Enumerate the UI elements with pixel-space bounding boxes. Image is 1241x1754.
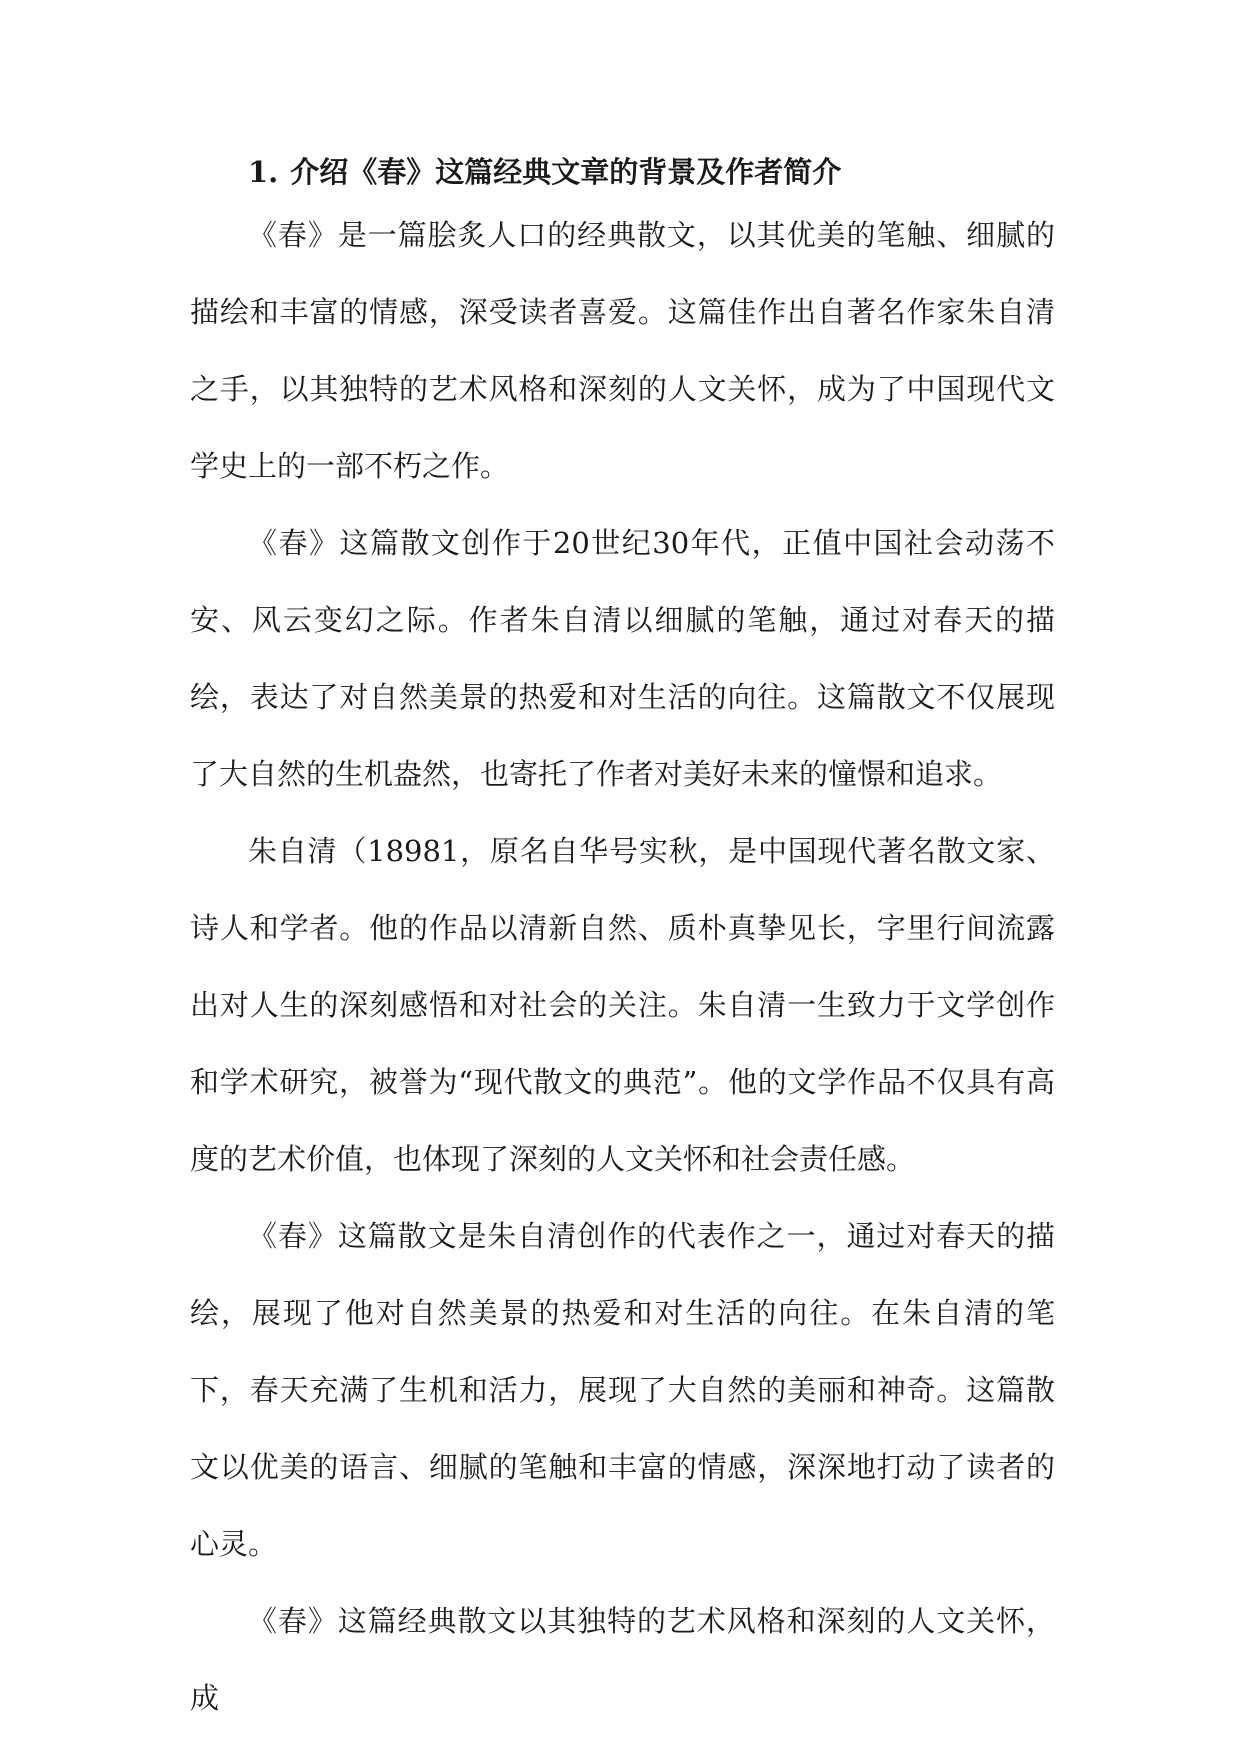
- section-heading: [248, 152, 841, 192]
- section-number: 1.: [248, 155, 279, 189]
- paragraph-author: 朱自清（18981，原名自华号实秋，是中国现代著名散文家、诗人和学者。他的作品以清新自然、质朴真挚见长，字里行间流露出对人生的深刻感悟和对社会的关注。朱自清一生致力于文学创作和学术研究，被誉为“现代散文的典范”。他的文学作品不仅具有高度的艺术价值，也体现了深刻的人文关怀和社会责任感。: [190, 834, 1055, 1176]
- paragraph-background: 《春》这篇散文创作于20世纪30年代，正值中国社会动荡不安、风云变幻之际。作者朱自清以细腻的笔触，通过对春天的描绘，表达了对自然美景的热爱和对生活的向往。这篇散文不仅展现了大自然的生机盎然，也寄托了作者对美好未来的憧憬和追求。: [190, 526, 1055, 791]
- paragraph-conclusion: 《春》这篇经典散文以其独特的艺术风格和深刻的人文关怀，成: [190, 1604, 1055, 1715]
- paragraph-representative-work: 《春》这篇散文是朱自清创作的代表作之一，通过对春天的描绘，展现了他对自然美景的热爱和对生活的向往。在朱自清的笔下，春天充满了生机和活力，展现了大自然的美丽和神奇。这篇散文以优美的语言、细腻的笔触和丰富的情感，深深地打动了读者的心灵。: [190, 1219, 1055, 1561]
- document-body: [190, 197, 1055, 1737]
- paragraph-intro: 《春》是一篇脍炙人口的经典散文，以其优美的笔触、细腻的描绘和丰富的情感，深受读者喜爱。这篇佳作出自著名作家朱自清之手，以其独特的艺术风格和深刻的人文关怀，成为了中国现代文学史上的一部不朽之作。: [190, 218, 1055, 483]
- section-title: 介绍《春》这篇经典文章的背景及作者简介: [290, 155, 842, 189]
